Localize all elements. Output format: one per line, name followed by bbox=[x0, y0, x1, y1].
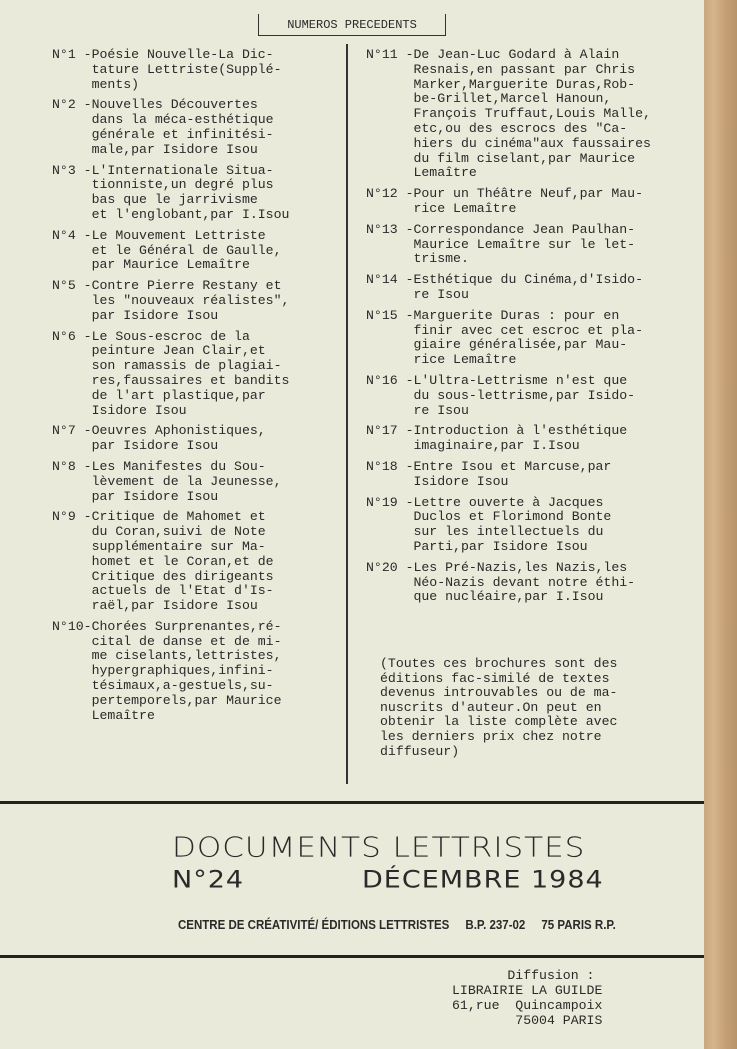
issue-title: Pour un Théâtre Neuf,par Mau- rice Lemaître bbox=[413, 186, 643, 216]
list-item bbox=[52, 330, 344, 419]
issue-title: L'Ultra-Lettrisme n'est que du sous-lettrisme,par Isido- re Isou bbox=[413, 372, 636, 418]
list-item bbox=[366, 223, 706, 267]
list-item bbox=[52, 229, 344, 273]
divider-line-top bbox=[0, 801, 704, 804]
publisher-city: 75 PARIS R.P. bbox=[541, 918, 616, 932]
issue-number-large: N°24 bbox=[172, 866, 245, 894]
issue-title: Critique de Mahomet et du Coran,suivi de Note supplémentaire sur Ma- homet et le Coran,et de Critique des dirigeants actuels de l'Etat d'Is- raël,par Isidore Isou bbox=[91, 509, 274, 614]
issue-number: N°2 - bbox=[52, 97, 92, 113]
list-item bbox=[366, 496, 706, 555]
issue-number: N°11 - bbox=[366, 47, 414, 62]
list-item bbox=[366, 374, 706, 418]
list-item bbox=[52, 510, 344, 614]
list-item bbox=[366, 187, 706, 217]
issue-title: Les Manifestes du Sou- lèvement de la Jeunesse, par Isidore Isou bbox=[91, 458, 282, 504]
publication-title: DOCUMENTS LETTRISTES bbox=[172, 832, 586, 864]
brochures-note: (Toutes ces brochures sont des éditions fac-similé de textes devenus introuvables ou de ma- nuscrits d'auteur.On peut en obtenir la liste complète avec les derniers prix chez notre diffuseur) bbox=[380, 656, 618, 759]
issue-number: N°20 - bbox=[366, 559, 414, 575]
issue-title: Esthétique du Cinéma,d'Isido- re Isou bbox=[413, 272, 643, 302]
list-item bbox=[52, 460, 344, 504]
issue-title: Oeuvres Aphonistiques, par Isidore Isou bbox=[91, 423, 266, 454]
publisher-po-box: B.P. 237-02 bbox=[465, 918, 526, 932]
diffusion-address: Diffusion : LIBRAIRIE LA GUILDE 61,rue Quincampoix 75004 PARIS bbox=[452, 968, 603, 1028]
issue-title: Marguerite Duras : pour en finir avec cet escroc et pla- giaire généralisée,par Mau- rice Lemaître bbox=[413, 307, 643, 368]
issue-number: N°4 - bbox=[52, 227, 92, 243]
section-header-title: NUMEROS PRECEDENTS bbox=[287, 18, 417, 32]
issue-number: N°13 - bbox=[366, 221, 414, 237]
issue-title: De Jean-Luc Godard à Alain Resnais,en passant par Chris Marker,Marguerite Duras,Rob- be-Grillet,Marcel Hanoun, François Truffaut,Louis Malle, etc,ou des escrocs des "Ca- hiers du cinéma"aux faussaires du film ciselant,par Maurice Lemaître bbox=[413, 47, 651, 181]
publisher-line bbox=[178, 918, 629, 932]
list-item bbox=[52, 620, 344, 724]
issue-number: N°15 - bbox=[366, 307, 414, 323]
issue-number: N°3 - bbox=[52, 162, 92, 178]
issue-number: N°1 - bbox=[52, 47, 92, 62]
right-column bbox=[366, 48, 706, 611]
issue-title: Lettre ouverte à Jacques Duclos et Florimond Bonte sur les intellectuels du Parti,par Isidore Isou bbox=[413, 494, 612, 554]
issue-title: Poésie Nouvelle-La Dic- tature Lettriste(Supplé- ments) bbox=[91, 47, 282, 92]
issue-title: Contre Pierre Restany et les "nouveaux réalistes", par Isidore Isou bbox=[91, 278, 290, 323]
list-item bbox=[366, 48, 706, 181]
section-header bbox=[258, 14, 446, 36]
issue-title: Le Sous-escroc de la peinture Jean Clair,et son ramassis de plagiai- res,faussaires et bandits de l'art plastique,par Isidore Isou bbox=[91, 328, 290, 418]
left-column bbox=[52, 48, 344, 729]
list-item bbox=[366, 273, 706, 303]
list-item bbox=[366, 309, 706, 368]
issue-number: N°16 - bbox=[366, 372, 414, 388]
issue-line bbox=[172, 866, 632, 894]
list-item bbox=[52, 279, 344, 323]
issue-number: N°19 - bbox=[366, 494, 414, 510]
issue-number: N°18 - bbox=[366, 458, 414, 474]
issue-number: N°17 - bbox=[366, 423, 414, 439]
list-item bbox=[52, 98, 344, 157]
issue-title: Chorées Surprenantes,ré- cital de danse et de mi- me ciselants,lettristes, hypergraphiques,infini- tésimaux,a-gestuels,su- pertemporels,par Maurice Lemaître bbox=[91, 618, 282, 723]
issue-number: N°10- bbox=[52, 618, 92, 634]
list-item bbox=[52, 424, 344, 454]
paper-tape-strip bbox=[704, 0, 737, 1049]
issue-number: N°12 - bbox=[366, 186, 414, 202]
column-divider bbox=[346, 44, 348, 784]
issue-date: DÉCEMBRE 1984 bbox=[362, 866, 604, 894]
issue-number: N°14 - bbox=[366, 272, 414, 288]
issue-number: N°6 - bbox=[52, 328, 92, 344]
issue-title: Correspondance Jean Paulhan- Maurice Lemaître sur le let- trisme. bbox=[413, 221, 636, 267]
issue-number: N°9 - bbox=[52, 509, 92, 525]
issue-title: Les Pré-Nazis,les Nazis,les Néo-Nazis devant notre éthi- que nucléaire,par I.Isou bbox=[413, 559, 636, 605]
list-item bbox=[366, 424, 706, 454]
issue-title: Introduction à l'esthétique imaginaire,par I.Isou bbox=[413, 423, 628, 454]
list-item bbox=[366, 561, 706, 605]
list-item bbox=[52, 164, 344, 223]
issue-title: Nouvelles Découvertes dans la méca-esthétique générale et infinitési- male,par Isidore Isou bbox=[91, 97, 274, 157]
list-item bbox=[366, 460, 706, 490]
issue-title: Entre Isou et Marcuse,par Isidore Isou bbox=[413, 458, 612, 489]
issue-title: Le Mouvement Lettriste et le Général de Gaulle, par Maurice Lemaître bbox=[91, 227, 282, 273]
issue-number: N°5 - bbox=[52, 278, 92, 294]
divider-line-bottom bbox=[0, 955, 704, 958]
issue-number: N°7 - bbox=[52, 423, 92, 439]
publisher-name: CENTRE DE CRÉATIVITÉ/ ÉDITIONS LETTRISTES bbox=[178, 918, 450, 932]
list-item bbox=[52, 48, 344, 92]
issue-number: N°8 - bbox=[52, 458, 92, 474]
issue-title: L'Internationale Situa- tionniste,un degré plus bas que le jarrivisme et l'englobant,par I.Isou bbox=[91, 162, 290, 222]
